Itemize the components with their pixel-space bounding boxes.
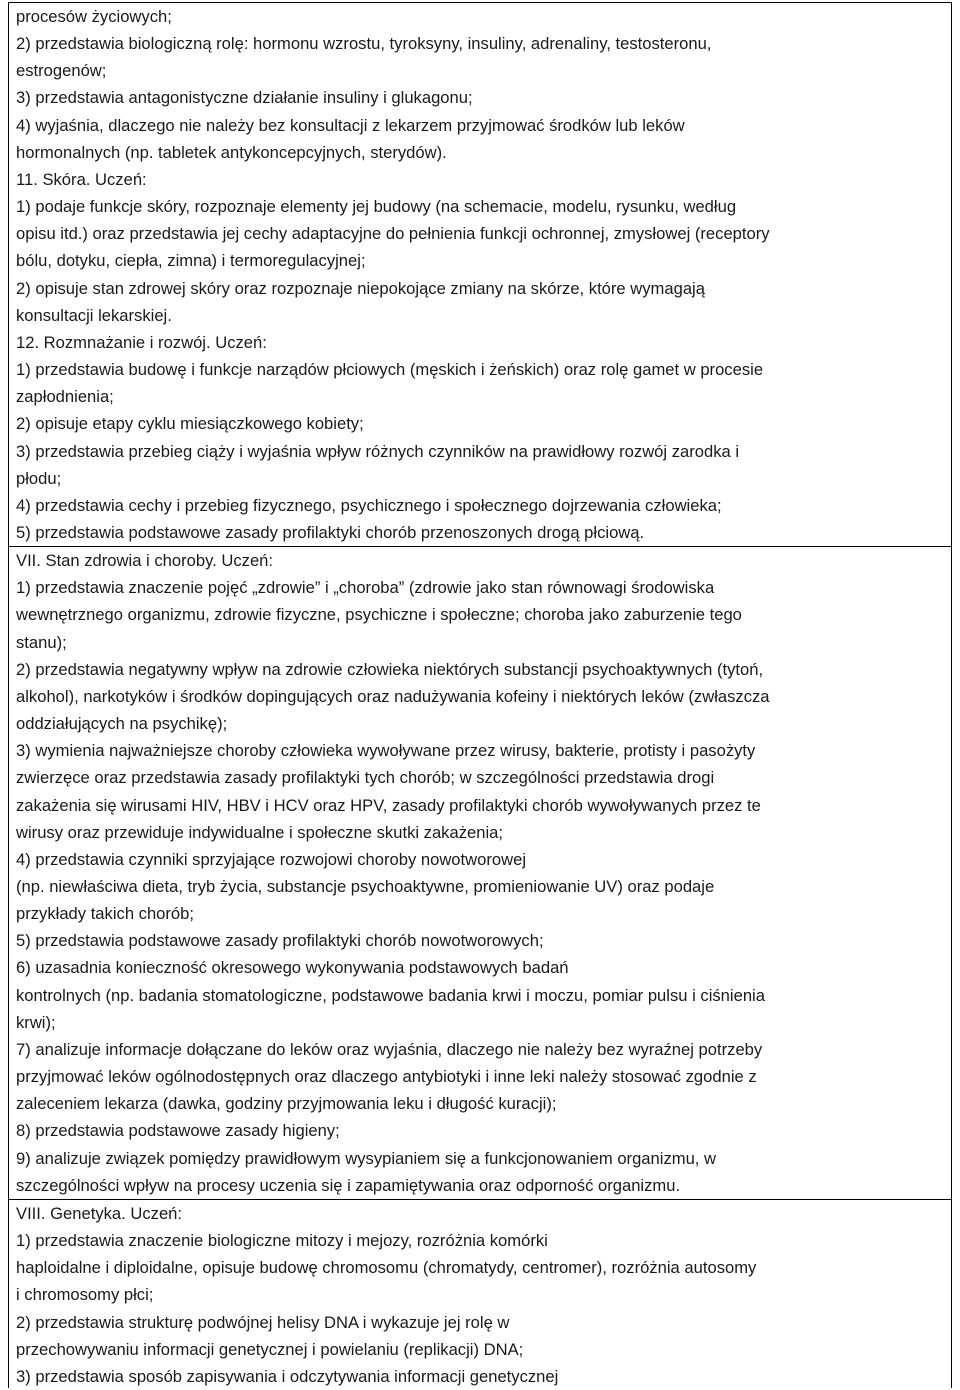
text-line: estrogenów;: [16, 61, 107, 81]
text-line: 2) opisuje etapy cyklu miesiączkowego kobiety;: [16, 414, 364, 434]
text-line: 3) przedstawia sposób zapisywania i odczytywania informacji genetycznej: [16, 1366, 559, 1386]
text-line: zaleceniem lekarza (dawka, godziny przyjmowania leku i długość kuracji);: [16, 1094, 557, 1114]
text-line: płodu;: [16, 468, 62, 488]
text-line: 4) przedstawia cechy i przebieg fizycznego, psychicznego i społecznego dojrzewania człowieka;: [16, 495, 722, 515]
section-genetics: [9, 1200, 951, 1390]
text-line: 6) uzasadnia konieczność okresowego wykonywania podstawowych badań: [16, 958, 569, 978]
text-line: i chromosomy płci;: [16, 1285, 154, 1305]
text-line: wewnętrznego organizmu, zdrowie fizyczne, psychiczne i społeczne; choroba jako zaburzenie tego: [16, 605, 742, 625]
text-line: 1) podaje funkcje skóry, rozpoznaje elementy jej budowy (na schemacie, modelu, rysunku, według: [16, 197, 737, 217]
text-line: 12. Rozmnażanie i rozwój. Uczeń:: [16, 332, 267, 352]
text-line: 2) przedstawia strukturę podwójnej helisy DNA i wykazuje jej rolę w: [16, 1312, 510, 1332]
text-line: 5) przedstawia podstawowe zasady profilaktyki chorób nowotworowych;: [16, 931, 544, 951]
text-line: 1) przedstawia znaczenie pojęć „zdrowie” i „choroba” (zdrowie jako stan równowagi środowiska: [16, 578, 715, 598]
text-line: przykłady takich chorób;: [16, 904, 195, 924]
text-line: 3) przedstawia antagonistyczne działanie insuliny i glukagonu;: [16, 88, 473, 108]
text-line: bólu, dotyku, ciepła, zimna) i termoregulacyjnej;: [16, 251, 366, 271]
text-line: VII. Stan zdrowia i choroby. Uczeń:: [16, 551, 274, 571]
text-line: 7) analizuje informacje dołączane do leków oraz wyjaśnia, dlaczego nie należy bez wyraźnej potrzeby: [16, 1039, 763, 1059]
text-line: 4) przedstawia czynniki sprzyjające rozwojowi choroby nowotworowej: [16, 849, 527, 869]
text-line: stanu);: [16, 632, 67, 652]
text-line: 2) przedstawia negatywny wpływ na zdrowie człowieka niektórych substancji psychoaktywnych (tytoń,: [16, 659, 764, 679]
text-line: 3) wymienia najważniejsze choroby człowieka wywoływane przez wirusy, bakterie, protisty i pasożyty: [16, 741, 756, 761]
text-line: szczególności wpływ na procesy uczenia się i zapamiętywania oraz odporność organizmu.: [16, 1175, 681, 1195]
text-line: przyjmować leków ogólnodostępnych oraz dlaczego antybiotyki i inne leki należy stosować zgodnie z: [16, 1067, 757, 1087]
text-line: krwi);: [16, 1012, 56, 1032]
text-line: 11. Skóra. Uczeń:: [16, 169, 147, 189]
text-line: kontrolnych (np. badania stomatologiczne, podstawowe badania krwi i moczu, pomiar pulsu i ciśnienia: [16, 985, 765, 1005]
document-page: [8, 2, 952, 1388]
text-line: zapłodnienia;: [16, 387, 114, 407]
text-line: hormonalnych (np. tabletek antykoncepcyjnych, sterydów).: [16, 142, 447, 162]
text-line: zwierzęce oraz przedstawia zasady profilaktyki tych chorób; w szczególności przedstawia drogi: [16, 768, 715, 788]
text-line: 5) przedstawia podstawowe zasady profilaktyki chorób przenoszonych drogą płciową.: [16, 522, 645, 542]
text-line: haploidalne i diploidalne, opisuje budowę chromosomu (chromatydy, centromer), rozróżnia autosomy: [16, 1258, 757, 1278]
text-line: 8) przedstawia podstawowe zasady higieny;: [16, 1121, 340, 1141]
section-health-and-disease: [9, 547, 951, 1200]
text-line: procesów życiowych;: [16, 7, 172, 26]
text-line: przechowywaniu informacji genetycznej i powielaniu (replikacji) DNA;: [16, 1339, 524, 1359]
text-line: VIII. Genetyka. Uczeń:: [16, 1203, 183, 1223]
text-line: alkohol), narkotyków i środków dopingujących oraz nadużywania kofeiny i niektórych leków (zwłaszcza: [16, 686, 770, 706]
text-line: opisu itd.) oraz przedstawia jej cechy adaptacyjne do pełnienia funkcji ochronnej, zmysłowej (receptory: [16, 224, 770, 244]
text-line: 9) analizuje związek pomiędzy prawidłowym wysypianiem się a funkcjonowaniem organizmu, w: [16, 1148, 717, 1168]
text-line: 2) opisuje stan zdrowej skóry oraz rozpoznaje niepokojące zmiany na skórze, które wymagają: [16, 278, 705, 298]
text-line: 1) przedstawia budowę i funkcje narządów płciowych (męskich i żeńskich) oraz rolę gamet w procesie: [16, 360, 764, 380]
text-line: zakażenia się wirusami HIV, HBV i HCV oraz HPV, zasady profilaktyki chorób wywoływanych przez te: [16, 795, 761, 815]
text-line: (np. niewłaściwa dieta, tryb życia, substancje psychoaktywne, promieniowanie UV) oraz podaje: [16, 877, 715, 896]
text-line: 3) przedstawia przebieg ciąży i wyjaśnia wpływ różnych czynników na prawidłowy rozwój zarodka i: [16, 441, 740, 461]
text-line: konsultacji lekarskiej.: [16, 305, 172, 325]
section-hormones-skin-reproduction: [9, 3, 951, 547]
text-line: 2) przedstawia biologiczną rolę: hormonu wzrostu, tyroksyny, insuliny, adrenaliny, testosteronu,: [16, 34, 712, 54]
text-line: oddziałujących na psychikę);: [16, 714, 228, 734]
text-line: 1) przedstawia znaczenie biologiczne mitozy i mejozy, rozróżnia komórki: [16, 1231, 548, 1251]
text-line: 4) wyjaśnia, dlaczego nie należy bez konsultacji z lekarzem przyjmować środków lub leków: [16, 115, 685, 135]
text-line: wirusy oraz przewiduje indywidualne i społeczne skutki zakażenia;: [16, 822, 503, 842]
